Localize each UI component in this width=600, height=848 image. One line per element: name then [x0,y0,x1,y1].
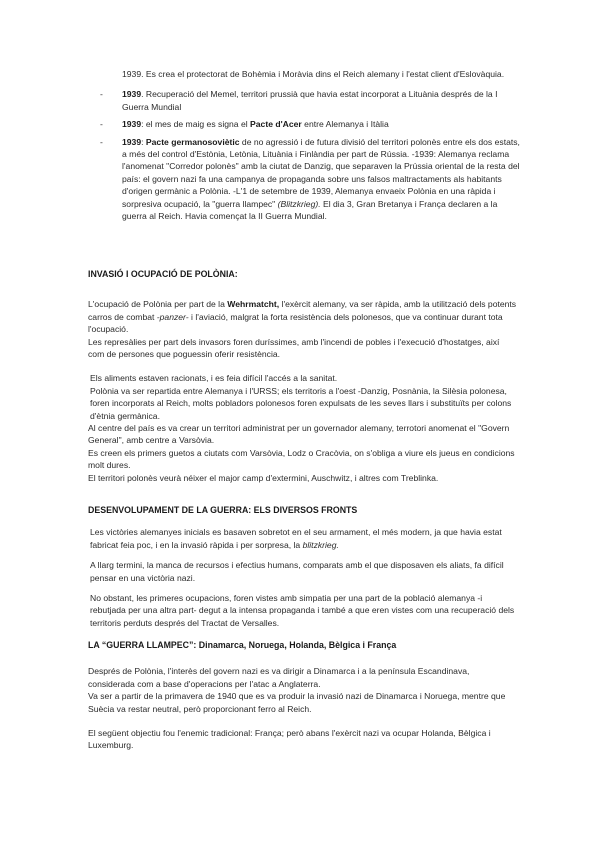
paragraph: Va ser a partir de la primavera de 1940 que es va produir la invasió nazi de Dinamarca i Noruega, mentre que Suècia va restar neutral, però proporcionant ferro al Reich. [88,691,506,714]
paragraph: Al centre del país es va crear un territori administrat per un governador alemany, terrotori anomenat el "Govern General", amb centre a Varsòvia. [88,423,510,446]
paragraph [88,526,518,551]
paragraph: Després de Polònia, l'interès del govern nazi es va dirigir a Dinamarca i a la península Escandinava, considerada com a base d'operacions per l'atac a Anglaterra. [88,666,470,689]
bullet-list [100,68,520,227]
list-item-text: . Recuperació del Memel, territori prussià que havia estat incorporat a Lituània després de la I Guerra Mundial [122,89,498,112]
list-item-text: 1939. Es crea el protectorat de Bohèmia i Moràvia dins el Reich alemany i l'estat client d'Eslovàquia. [122,69,505,79]
section-blitzkrieg [88,639,518,752]
paragraph: Es creen els primers guetos a ciutats com Varsòvia, Lodz o Cracòvia, on s'obliga a viure els jueus en condicions molt dures. [88,447,515,471]
list-item [100,136,520,223]
year-label: 1939 [122,89,142,100]
italic-term: blitzkrieg. [302,539,339,550]
bullet-marker: - [100,119,103,130]
paragraph-text: Les victòries alemanyes inicials es basaven sobretot en el seu armament, el més modern, ja que havia estat fabricat feia poc, i en la invasió ràpida i per sorpresa, la [90,527,502,550]
list-item [100,118,520,130]
list-item-text: : [141,136,146,147]
section-invasion-poland [88,268,518,484]
list-item-text: entre Alemanya i Itàlia [301,119,389,130]
paragraph: Les represàlies per part dels invasors foren duríssimes, amb l'incendi de pobles i l'execució d'hostatges, així com de persones que poguessin oferir resistència. [88,336,500,360]
paragraph: El territori polonès veurà néixer el major camp d'extermini, Auschwitz, i altres com Treblinka. [88,472,439,483]
bold-term: Pacte d'Acer [250,119,302,130]
section-heading: LA “GUERRA LLAMPEC”: Dinamarca, Noruega, Holanda, Bèlgica i França [88,640,397,650]
bullet-marker: - [100,136,103,147]
list-item-text: El dia 3, Gran Bretanya i França declaren a la guerra al Reich. Havia començat la II Guerra Mundial. [122,198,498,222]
bullet-marker: - [100,89,103,100]
paragraph: Polònia va ser repartida entre Alemanya i l'URSS; els territoris a l'oest -Danzig, Posnània, la Silèsia polonesa, foren incorporats al Reich, molts pobladors polonesos foren expulsats de les seves llars i substituïts per colons d'ètnia germànica. [90,385,512,421]
year-label: 1939 [122,136,142,147]
section-fronts [88,504,518,629]
paragraph: No obstant, les primeres ocupacions, foren vistes amb simpatia per una part de la població alemanya -i rebutjada per una altra part- degut a la intensa propaganda i també a que eren vistes com una recuperació dels territoris perduts després del Tractat de Versalles. [90,593,515,628]
paragraph: El següent objectiu fou l'enemic tradicional: França; però abans l'exèrcit nazi va ocupar Holanda, Bèlgica i Luxemburg. [88,728,491,751]
paragraph [88,298,518,335]
paragraph: A llarg termini, la manca de recursos i efectius humans, comparats amb el que disposaven els aliats, fa difícil pensar en una victòria nazi. [90,560,504,583]
section-heading: INVASIÓ I OCUPACIÓ DE POLÒNIA: [88,269,238,279]
section-heading: DESENVOLUPAMENT DE LA GUERRA: ELS DIVERSOS FRONTS [88,505,358,515]
italic-term: (Blitzkrieg). [277,198,321,209]
list-item-text: : el mes de maig es signa el [141,119,251,130]
bold-term: Pacte germanosoviètic [145,136,240,147]
list-item [100,88,520,113]
list-item [100,68,520,80]
paragraph-text: l'exèrcit alemany, va ser ràpida, amb la utilització dels potents carros de combat [88,299,517,322]
paragraph: Els aliments estaven racionats, i es feia difícil l'accés a la sanitat. [90,373,338,384]
year-label: 1939 [122,119,142,130]
paragraph-text: L'ocupació de Polònia per part de la [88,299,228,310]
italic-term: -panzer- [156,311,189,322]
bold-term: Wehrmatcht, [227,299,280,310]
paragraph-text: i l'aviació, malgrat la forta resistència dels polonesos, que va continuar durant tota l'ocupació. [88,311,503,335]
list-item-text: de no agressió i de futura divisió del territori polonès entre els dos estats, a més del control d'Estònia, Letònia, Lituània i Finlàndia per part de Rússia. -1939: Alemanya reclama l'anomenat "Corredor polonès" amb la ciutat de Danzig, que separaven la Prússia oriental de la resta del país: el govern nazi fa una campanya de propaganda sobre uns falsos maltractaments als habitants d'origen germànic a Polònia. -L'1 de setembre de 1939, Alemanya envaeix Polònia en una ràpida i sorpresiva ocupació, la "guerra llampec" [122,136,520,209]
